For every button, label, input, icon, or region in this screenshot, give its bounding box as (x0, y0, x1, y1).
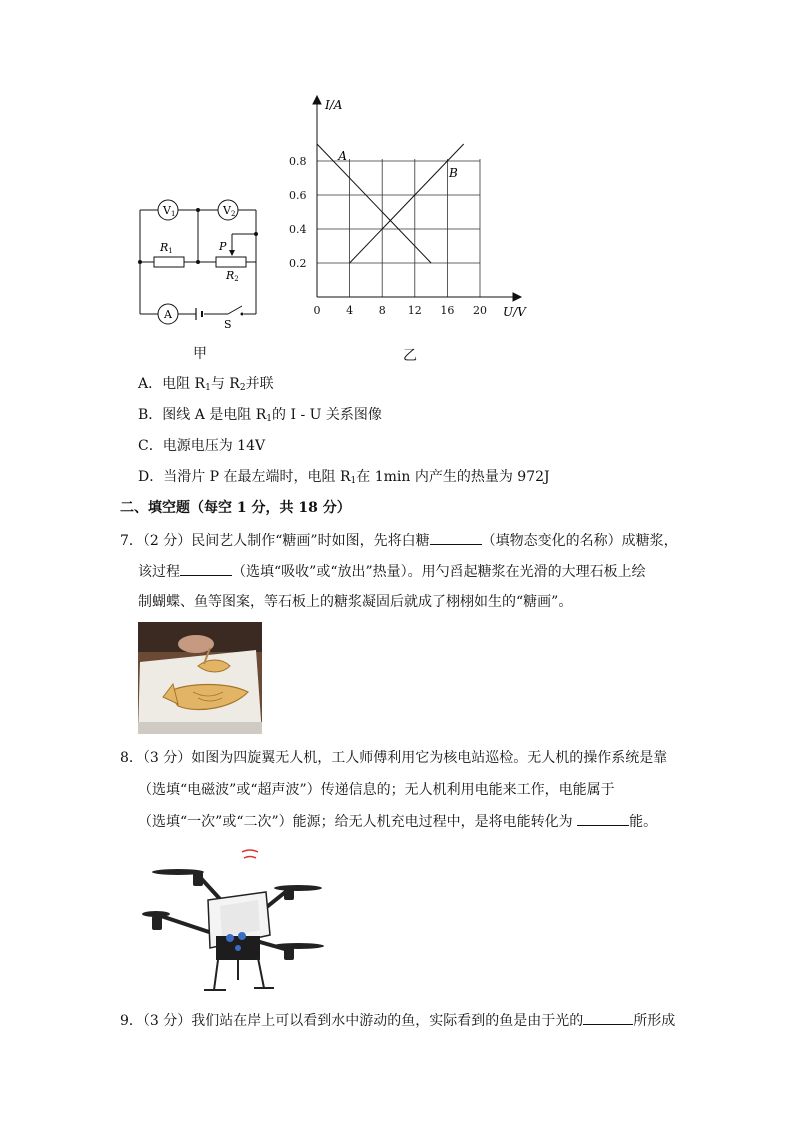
x-axis-label: U/V (503, 305, 526, 319)
v1-label: V1 (163, 204, 176, 218)
series-line-b (350, 144, 464, 263)
iu-graph (285, 92, 545, 327)
y-tick-label: 0.6 (289, 189, 307, 202)
q9-blank-1[interactable] (583, 1010, 633, 1025)
q8-line2: （选填“电磁波”或“超声波”）传递信息的；无人机利用电能来工作，电能属于 (138, 782, 615, 798)
drone-photo (138, 840, 328, 1000)
graph-caption: 乙 (403, 348, 417, 364)
line-b-label: B (449, 165, 458, 180)
x-tick-label: 8 (378, 304, 386, 317)
y-tick-label: 0.4 (289, 223, 307, 236)
q7-line1: 7．（2 分）民间艺人制作“糖画”时如图，先将白糖 （填物态变化的名称）成糖浆， (120, 530, 678, 551)
q7-line3: 制蝴蝶、鱼等图案，等石板上的糖浆凝固后就成了栩栩如生的“糖画”。 (138, 594, 573, 610)
q7-blank-1[interactable] (430, 530, 482, 545)
y-tick-label: 0.2 (289, 257, 307, 270)
ammeter-label: A (164, 308, 172, 321)
switch-label: S (224, 318, 232, 330)
y-axis-label: I/A (325, 98, 343, 112)
q9-line1: 9．（3 分）我们站在岸上可以看到水中游动的鱼，实际看到的鱼是由于光的 所形成 (120, 1010, 675, 1031)
r2-label: R2 (226, 269, 239, 283)
p-label: P (219, 240, 227, 253)
q7-blank-2[interactable] (180, 561, 232, 576)
option-b: B．图线 A 是电阻 $R_1$的 I - U 关系图像 (138, 407, 382, 424)
r1-label: R1 (160, 241, 173, 255)
x-tick-label: 0 (313, 304, 321, 317)
q8-line1: 8．（3 分）如图为四旋翼无人机，工人师傅利用它为核电站巡检。无人机的操作系统是靠 (120, 750, 668, 766)
x-tick-label: 4 (346, 304, 354, 317)
series-line-a (317, 144, 431, 263)
x-tick-label: 12 (407, 304, 422, 317)
sugar-painting-photo (138, 622, 262, 734)
section-title: 二、填空题（每空 1 分，共 18 分） (120, 500, 351, 516)
q7-line2: 该过程 （选填“吸收”或“放出”热量）。用勺舀起糖浆在光滑的大理石板上绘 (138, 561, 646, 582)
y-tick-label: 0.8 (289, 155, 307, 168)
circuit-caption: 甲 (193, 346, 207, 362)
circuit-diagram (130, 190, 270, 330)
v2-label: V2 (223, 204, 236, 218)
option-c: C．电源电压为 14V (138, 438, 266, 454)
option-d: D．当滑片 P 在最左端时，电阻 $R_1$在 1min 内产生的热量为 972J (138, 469, 550, 486)
q8-line3: （选填“一次”或“二次”）能源；给无人机充电过程中，是将电能转化为 能。 (138, 811, 657, 832)
line-a-label: A (338, 149, 347, 163)
option-a: A．电阻 $R_1$与 $R_2$并联 (138, 376, 274, 393)
q8-blank-3[interactable] (577, 811, 629, 826)
x-tick-label: 20 (473, 304, 487, 317)
x-tick-label: 16 (440, 304, 455, 317)
